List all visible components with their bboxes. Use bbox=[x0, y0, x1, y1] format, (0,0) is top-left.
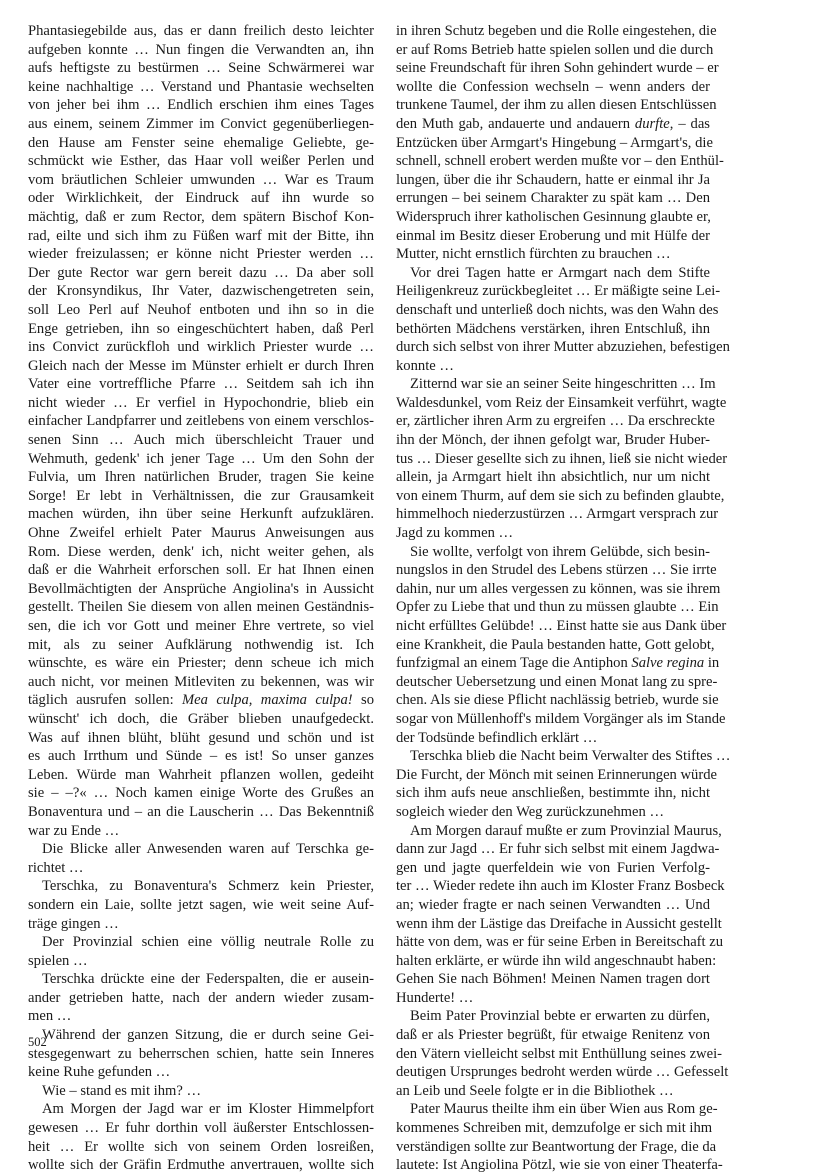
text-line: deutigen Ursprunges bedroht werden würde … Gefesselt bbox=[396, 1064, 729, 1081]
text-line: er auf Roms Betrieb hatte spielen sollen und die durch bbox=[396, 41, 714, 58]
text-line: gestellt. Theilen Sie diesem von allen meinen Geständnis- bbox=[28, 599, 374, 616]
text-line: daß er als Priester begrüßt, für etwaige Renitenz von bbox=[396, 1027, 710, 1044]
text-line: Gehen Sie nach Böhmen! Meinen Namen tragen dort bbox=[396, 971, 710, 988]
right-column bbox=[396, 22, 731, 1175]
text-line: einmal im Besitz dieser Eroberung und mit Hülfe der bbox=[396, 227, 710, 244]
text-line: schnell, schnell erobert werden mußte vor – den Enthül- bbox=[396, 153, 724, 170]
text-line: Widerspruch ihrer katholischen Gesinnung glaubte er, bbox=[396, 208, 711, 225]
text-line: deutscher Uebersetzung und einen Monat lang zu spre- bbox=[396, 673, 718, 690]
text-line: funfzigmal an einem Tage die Antiphon Salve regina in bbox=[396, 655, 720, 672]
text-line: täglich ausrufen sollen: Mea culpa, maxima culpa! so bbox=[28, 692, 374, 709]
text-line: der Todsünde befindlich erklärt … bbox=[396, 729, 598, 746]
text-line: der Kronsyndikus, Ihr Vater, dazwischengetreten sein, bbox=[28, 283, 374, 300]
text-line: durch sich selbst von ihrer Mutter abzuziehen, befestigen bbox=[396, 339, 730, 356]
text-line: Bonaventura und – an die Lauscherin … Das Bekenntniß bbox=[28, 803, 374, 820]
text-line: von einem Thurm, auf dem sie sich zu befinden glaubte, bbox=[396, 487, 725, 504]
text-line: in ihren Schutz begeben und die Rolle eingestehen, die bbox=[396, 23, 717, 39]
text-line: sie – –?« … Noch kamen einige Worte des Grußes an bbox=[28, 785, 374, 802]
text-line: heit … Er wollte sich von seinem Orden losreißen, bbox=[28, 1138, 374, 1155]
text-line: träge gingen … bbox=[28, 915, 119, 932]
text-line: Waldesdunkel, vom Reiz der Einsamkeit verführt, wagte bbox=[396, 394, 727, 411]
text-line: ihn der Mönch, der ihnen gefolgt war, Bruder Huber- bbox=[396, 432, 710, 449]
text-line: gen und jagte querfeldein wie von Furien Verfolg- bbox=[396, 859, 710, 876]
text-line: lautete: Ist Angiolina Pötzl, wie sie von einer Theaterfa- bbox=[396, 1157, 723, 1174]
text-line: Jagd zu kommen … bbox=[396, 525, 514, 542]
text-line: Was auf ihnen blüht, blüht gesund und schön und ist bbox=[28, 729, 374, 746]
text-line: rad, eilte und sich ihm zu Füßen warf mit der Bitte, ihn bbox=[28, 227, 374, 244]
text-line: Vater eine vortreffliche Pfarre … Seitdem sah ich ihn bbox=[28, 376, 374, 393]
text-line: Die Furcht, der Mönch mit seinen Erinnerungen würde bbox=[396, 766, 717, 783]
text-line: chen. Als sie diese Pflicht nachlässig betrieb, wurde sie bbox=[396, 692, 719, 709]
text-line: nicht erfülltes Gelübde! … Einst hatte sie aus Dank über bbox=[396, 618, 727, 634]
text-line: dann zur Jagd … Er fuhr sich selbst mit einem Jagdwa- bbox=[396, 841, 720, 858]
text-line: schmückt wie Esther, das Haar voll weißer Perlen und bbox=[28, 153, 374, 170]
text-line: soll Leo Perl auf Neuhof entboten und ihn so in die bbox=[28, 301, 374, 318]
text-line: sogleich wieder den Weg zurückzunehmen … bbox=[396, 803, 665, 820]
text-line: er, zärtlicher ihren Arm zu ergreifen … Da erschreckte bbox=[396, 413, 715, 430]
italic-phrase: Salve regina bbox=[631, 655, 705, 672]
text-line: daß er die Wahrheit erforschen soll. Er hat Ihnen einen bbox=[28, 562, 374, 579]
text-line: senen Sinn … Auch mich überschleicht Trauer und bbox=[28, 432, 374, 449]
text-line: Gleich nach der Messe im Münster erhielt er durch Ihren bbox=[28, 357, 374, 374]
text-line: sogar von Müllenhoff's mildem Vorgänger als im Stande bbox=[396, 710, 726, 727]
text-line: keine nachhaltige … Verstand und Phantasie wechselten bbox=[28, 78, 374, 95]
text-line: tus … Dieser gesellte sich zu ihnen, ließ sie nicht wieder bbox=[396, 450, 728, 467]
text-line: sondern ein Laie, sollte jetzt sagen, wie weit seine Auf- bbox=[28, 896, 374, 913]
text-line: machen würden, ihn über seine Herkunft aufzuklären. bbox=[28, 506, 374, 523]
text-line: nicht wieder … Er verfiel in Hypochondrie, blieb ein bbox=[28, 394, 374, 411]
text-line: Beim Pater Provinzial bebte er erwarten zu dürfen, bbox=[410, 1008, 710, 1025]
text-line: Terschka blieb die Nacht beim Verwalter des Stiftes … bbox=[410, 748, 731, 765]
text-line: sich ihm aufs neue anschließen, bestimmte ihn, nicht bbox=[396, 785, 710, 802]
text-line: aufgeben konnte … Nun fingen die Verwandten an, ihn bbox=[28, 41, 374, 58]
text-line: Sie wollte, verfolgt von ihrem Gelübde, sich besin- bbox=[410, 543, 710, 560]
text-line: war zu Ende … bbox=[28, 822, 120, 839]
text-line: stesgegenwart zu beherrschen schien, hatte sein Inneres bbox=[28, 1045, 374, 1062]
text-line: nungslos in den Strudel des Lebens stürzen … Sie irrte bbox=[396, 562, 717, 579]
text-line: an Leib und Seele folgte er in die Bibliothek … bbox=[396, 1082, 674, 1099]
text-line: den Hause am Fenster seine ehemalige Geliebte, ge- bbox=[28, 134, 374, 151]
text-line: spielen … bbox=[28, 952, 88, 969]
italic-phrase: Mea culpa, maxima culpa! bbox=[182, 692, 353, 709]
text-line: himmelhoch niederzustürzen … Armgart versprach zur bbox=[396, 506, 719, 523]
text-line: aufs heftigste zu bestürmen … Seine Schwärmerei war bbox=[28, 60, 374, 77]
text-line: aus einem, seinem Zimmer im Convict gegenüberliegen- bbox=[28, 115, 374, 132]
text-line: Am Morgen darauf mußte er zum Provinzial Maurus, bbox=[410, 822, 722, 839]
text-line: Leben. Würde man Wahrheit pflanzen wollen, gedeiht bbox=[28, 766, 374, 783]
text-line: keine Ruhe gefunden … bbox=[28, 1064, 171, 1081]
text-line: kommenes Schreiben mit, demzufolge er sich mit ihm bbox=[396, 1120, 713, 1137]
text-line: dahin, nur um alles vergessen zu können, was sie ihrem bbox=[396, 580, 721, 597]
text-line: Wie – stand es mit ihm? … bbox=[42, 1082, 202, 1099]
text-line: wollte sich der Gräfin Erdmuthe anvertrauen, wollte sich bbox=[28, 1157, 374, 1174]
text-line: Rom. Diese werden, denk' ich, nicht weiter gehen, als bbox=[28, 543, 374, 560]
text-line: den Vätern vielleicht selbst mit Enthüllung seines zwei- bbox=[396, 1045, 722, 1062]
text-line: Die Blicke aller Anwesenden waren auf Terschka ge- bbox=[42, 841, 374, 858]
text-line: Terschka drückte eine der Federspalten, die er ausein- bbox=[42, 971, 374, 988]
text-line: hätte von dem, was er für seine Erben in Bereitschaft zu bbox=[396, 934, 724, 951]
text-line: einfacher Landpfarrer und zeitlebens von einem verschlos- bbox=[28, 413, 374, 430]
text-line: wünscht' ich doch, die Gräber blieben unaufgedeckt. bbox=[28, 710, 374, 727]
text-line: verständigen sollte zur Beantwortung der Frage, die da bbox=[396, 1138, 717, 1155]
text-line: wenn ihm der Lästige das Dreifache in Aussicht gestellt bbox=[396, 915, 722, 932]
text-line: den Muth gab, andauerte und andauern durfte, – das bbox=[396, 115, 710, 132]
text-line: von jeher bei ihm … Endlich erschien ihm eines Tages bbox=[28, 97, 374, 114]
text-line: Phantasiegebilde aus, das er dann freilich desto leichter bbox=[28, 23, 374, 39]
text-line: ins Convict zurückfloh und wirklich Priester wurde … bbox=[28, 339, 374, 356]
page-number: 502 bbox=[28, 1035, 47, 1049]
text-line: allein, ja Armgart hielt ihn absichtlich, nur um nicht bbox=[396, 469, 710, 486]
text-line: vom bräutlichen Schleier umwunden … War es Traum bbox=[28, 171, 374, 188]
text-line: Vor drei Tagen hatte er Armgart nach dem Stifte bbox=[410, 264, 710, 281]
text-line: richtet … bbox=[28, 859, 84, 876]
text-line: Während der ganzen Sitzung, die er durch seine Gei- bbox=[42, 1027, 374, 1044]
text-line: ter … Wieder redete ihn auch im Kloster Franz Bosbeck bbox=[396, 878, 725, 895]
text-line: konnte … bbox=[396, 357, 454, 374]
italic-phrase: durfte bbox=[634, 115, 670, 132]
text-line: mit, als zu seiner Aufklärung nothwendig ist. Ich bbox=[28, 636, 374, 653]
text-line: bethörten Mädchens verstärken, ihren Entschluß, ihn bbox=[396, 320, 710, 337]
text-line: Der Provinzial schien eine völlig neutrale Rolle zu bbox=[42, 934, 374, 951]
text-line: Sorge! Er lebt in Verhältnissen, die zur Grausamkeit bbox=[28, 487, 374, 504]
text-line: Pater Maurus theilte ihm ein über Wien aus Rom ge- bbox=[410, 1101, 718, 1118]
text-line: wünschte, es wäre ein Priester; denn scheue ich mich bbox=[28, 655, 374, 672]
text-line: Mutter, nicht ernstlich fürchten zu brauchen … bbox=[396, 246, 671, 263]
text-line: Terschka, zu Bonaventura's Schmerz kein Priester, bbox=[42, 878, 374, 895]
text-line: wieder freizulassen; er könne nicht Priester werden … bbox=[28, 246, 374, 263]
text-line: oder Wirklichkeit, der Eindruck auf ihn wurde so bbox=[28, 190, 374, 207]
text-line: Hunderte! … bbox=[396, 989, 474, 1006]
text-line: halten erklärte, er würde ihn wild angeschnaubt haben: bbox=[396, 952, 717, 969]
text-line: men … bbox=[28, 1008, 72, 1025]
text-line: seine Freundschaft für ihren Sohn gehindert wurde – er bbox=[396, 60, 719, 77]
text-line: trunkene Taumel, der ihm zu allen diesen Entschlüssen bbox=[396, 97, 717, 114]
text-line: Ohne Zweifel erhielt Pater Maurus Anweisungen aus bbox=[28, 525, 374, 542]
text-line: Wehmuth, gedenk' ich jener Tage … Um den Sohn der bbox=[28, 450, 374, 467]
text-line: ander getrieben hatte, nach der andern wieder zusam- bbox=[28, 989, 374, 1006]
text-line: eine Krankheit, die Paula bestanden hatte, Gott gelobt, bbox=[396, 636, 715, 653]
text-line: Bevollmächtigten der Ansprüche Angiolina's in Aussicht bbox=[28, 580, 374, 597]
text-line: Zitternd war sie an seiner Seite hingeschritten … Im bbox=[410, 376, 716, 393]
text-line: Heiligenkreuz zurückbegleitet … Er mäßigte seine Lei- bbox=[396, 283, 721, 300]
left-column bbox=[28, 22, 374, 1175]
text-line: auch nicht, vor meinen Mitleviten zu bekennen, was wir bbox=[28, 673, 374, 690]
text-line: an; wieder fragte er nach seinen Verwandten … Und bbox=[396, 896, 710, 913]
text-line: Entzücken über Armgart's Hingebung – Armgart's, die bbox=[396, 134, 713, 151]
text-line: gewesen … Er fuhr dorthin voll äußerster Entschlossen- bbox=[28, 1120, 374, 1137]
text-line: errungen – bei seinem Charakter zu spät kam … Den bbox=[396, 190, 710, 207]
text-line: Der gute Rector war gern bereit dazu … Da aber soll bbox=[28, 264, 374, 281]
text-line: mächtig, daß er zum Rector, dem spätern Bischof Kon- bbox=[28, 208, 374, 225]
text-line: es auch Irrthum und Sünde – es ist! So unser ganzes bbox=[28, 748, 374, 765]
text-line: denschaft und unterließ doch nichts, was den Wahn des bbox=[396, 301, 719, 318]
text-line: Fulvia, um Ihren natürlichen Bruder, tragen Sie keine bbox=[28, 469, 374, 486]
text-line: lungen, über die ihr Schaudern, hatte er einmal ihr Ja bbox=[396, 171, 710, 188]
text-line: Enge getrieben, ihn so eingeschüchtert haben, daß Perl bbox=[28, 320, 374, 337]
text-line: sen, die ich vor Gott und meiner Ehre vertrete, so viel bbox=[28, 618, 374, 634]
text-line: wollte die Confession wechseln – wenn anders der bbox=[396, 78, 710, 95]
text-line: Am Morgen der Jagd war er im Kloster Himmelpfort bbox=[42, 1101, 374, 1118]
text-line: Opfer zu Liebe that und thun zu müssen glaubte … Ein bbox=[396, 599, 719, 616]
